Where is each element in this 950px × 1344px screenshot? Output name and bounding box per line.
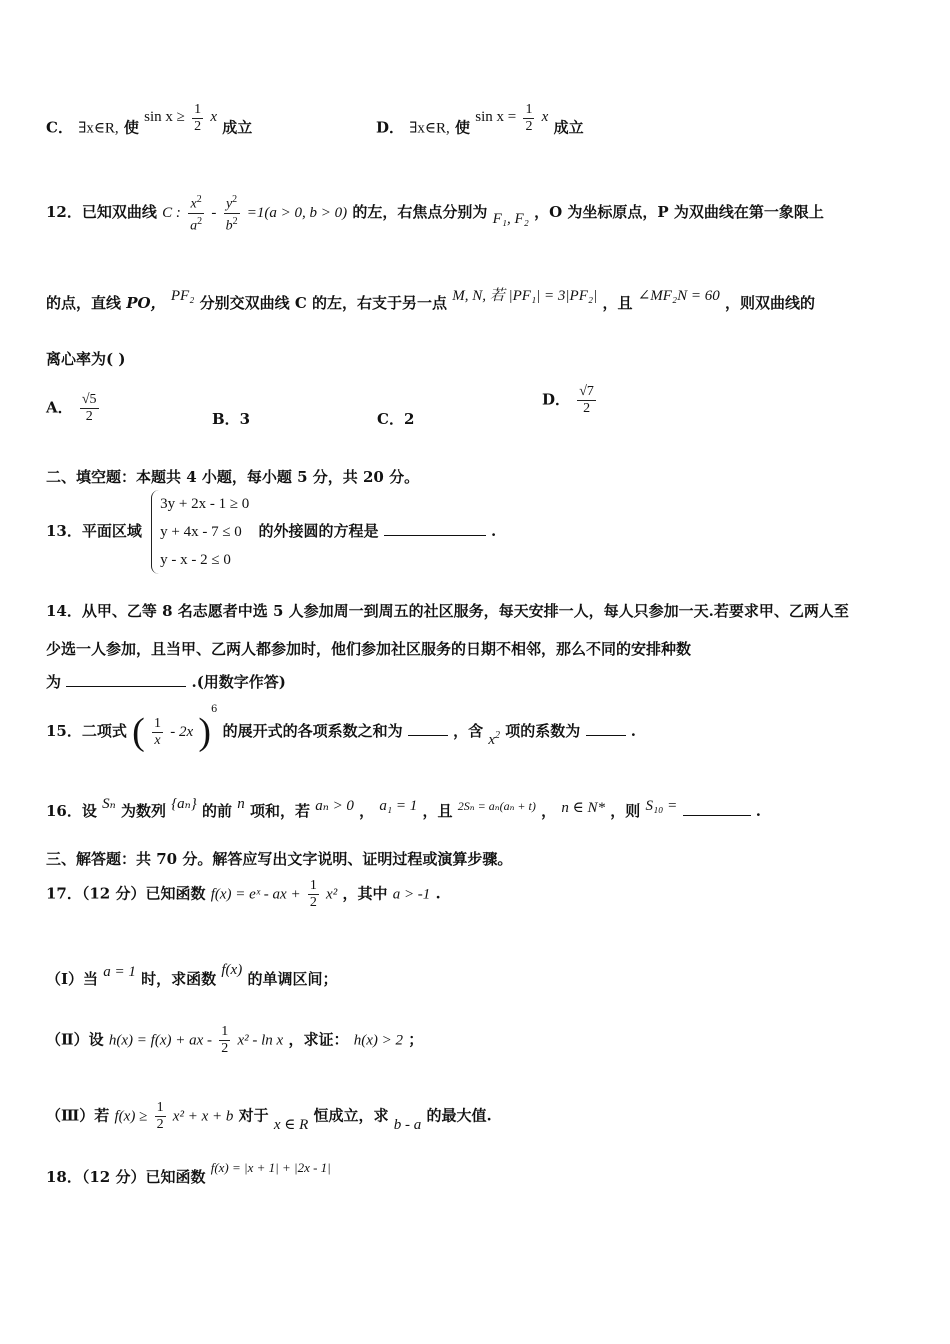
inequality-2: y + 4x - 7 ≤ 0	[160, 524, 242, 540]
math-f: f(x)	[221, 962, 243, 978]
text: 的外接圆的方程是	[258, 522, 379, 540]
q15: 15．二项式 ( $\frac{1}{x}$ - 2x )$^6$ 的展开式的各项系数之和为 ，含 $x^2$ 项的系数为 .	[46, 704, 636, 753]
option-label: C．	[46, 118, 73, 137]
fraction-half: $\frac{1}{2}$	[221, 1024, 229, 1056]
fraction: $\frac{1}{2}$	[525, 102, 533, 134]
fraction-x2-a2: $\frac{x^2}{a^2}$	[190, 194, 203, 234]
text-end: 成立	[222, 118, 253, 137]
answer-blank-2	[586, 721, 626, 736]
text-shi: 使	[123, 118, 139, 137]
math-s10: S₁₀ =	[645, 798, 678, 814]
math-foci: F₁, F₂	[492, 211, 529, 228]
q12-option-b: B．3	[212, 410, 251, 428]
text: 13．平面区域	[46, 522, 142, 540]
math-h: h(x) = f(x) + ax -	[108, 1032, 213, 1049]
math-mn: M, N, 若 |PF₁| = 3|PF₂|	[452, 288, 598, 304]
text-origin: ，O 为坐标原点，P 为双曲线在第一象限上	[534, 203, 824, 222]
q12-stem-start: 12．已知双曲线	[46, 203, 157, 222]
math-x: x	[488, 732, 496, 748]
q12-option-c: C．2	[377, 410, 415, 428]
q17-part3: （Ⅲ）若 f(x) ≥ $\frac{1}{2}$ x² + x + b 对于 x ∈ R 恒成立，求 b - a 的最大值.	[46, 1100, 492, 1133]
q12-options	[46, 392, 101, 425]
q17-stem: 17．（12 分）已知函数 f(x) = eˣ - ax + $\frac{1}{2}$ x² ，其中 a > -1 .	[46, 878, 441, 910]
math-exists: ∃x∈R,	[78, 120, 119, 137]
text: ，且	[602, 294, 633, 312]
q13: 13．平面区域 3y + 2x - 1 ≥ 0 y + 4x - 7 ≤ 0 y - x - 2 ≤ 0 的外接圆的方程是 .	[46, 490, 496, 574]
answer-blank	[66, 672, 186, 687]
math-xr: x ∈ R	[273, 1116, 309, 1133]
math-exists: ∃x∈R,	[409, 120, 450, 137]
math-tail: x² - ln x	[237, 1032, 284, 1049]
q17-part2: （Ⅱ）设 h(x) = f(x) + ax - $\frac{1}{2}$ x² - ln x ，求证： h(x) > 2 ；	[46, 1024, 424, 1056]
math-sin: sin x ≥	[144, 108, 185, 125]
q11-option-d	[376, 102, 584, 145]
math-cond2: a₁ = 1	[379, 798, 418, 814]
math-cond: a > -1	[392, 886, 431, 903]
q12-line1: 12．已知双曲线 C : $\frac{x^2}{a^2}$ - $\frac{y^2}{b^2}$ =1(a > 0, b > 0) 的左，右焦点分别为 F₁, F₂ ，O 为坐标原点，P 为双曲线在第一象限上	[46, 194, 824, 234]
fraction-y2-b2: $\frac{y^2}{b^2}$	[225, 194, 238, 234]
option-label: D．	[376, 118, 405, 137]
answer-blank	[683, 801, 751, 816]
math-tail: x² + x + b	[172, 1108, 234, 1125]
math-cond3: 2Sₙ = aₙ(aₙ + t)	[457, 799, 536, 813]
option-a-label: A．	[46, 398, 73, 417]
math-ineq: h(x) > 2	[353, 1032, 403, 1049]
q11-option-c	[46, 102, 253, 145]
math-sin: sin x =	[475, 108, 517, 125]
text: ，则双曲线的	[725, 294, 816, 312]
text-end: 成立	[553, 118, 584, 137]
text: 分别交双曲线 C 的左，右支于另一点	[199, 294, 448, 312]
math-fx: f(x) = eˣ - ax +	[210, 886, 301, 903]
fraction: $\frac{1}{2}$	[194, 102, 202, 134]
q14-line3: 为 .(用数字作答)	[46, 673, 286, 691]
math-c: C :	[162, 205, 181, 222]
math-x: x	[541, 108, 549, 125]
inequality-system	[151, 490, 249, 574]
text: 离心率为( )	[46, 350, 126, 368]
q16: 16．设 Sₙ 为数列 {aₙ} 的前 n 项和，若 aₙ > 0 ， a₁ = 1 ，且 $^{2S_n = a_n(a_n + t)}$ ， n ∈ N* ，则 S₁₀ = .	[46, 796, 761, 820]
inequality-3: y - x - 2 ≤ 0	[160, 552, 231, 568]
answer-blank	[384, 521, 486, 536]
math-cond1: aₙ > 0	[315, 798, 354, 814]
math-angle: ∠MF₂N = 60	[637, 288, 720, 304]
exponent: 6	[211, 704, 218, 715]
math-pf2: PF₂	[170, 288, 195, 304]
section-3-heading: 三、解答题：共 70 分。解答应写出文字说明、证明过程或演算步骤。	[46, 850, 513, 868]
math-n: n	[237, 796, 245, 812]
q12-option-d	[542, 384, 598, 417]
math-f: f(x) ≥	[114, 1108, 148, 1125]
math-ba: b - a	[393, 1116, 422, 1133]
math-condition: =1(a > 0, b > 0)	[246, 205, 348, 222]
math-term: - 2x	[170, 724, 194, 740]
math-a: a = 1	[103, 964, 136, 980]
section-2-heading: 二、填空题：本题共 4 小题，每小题 5 分，共 20 分。	[46, 468, 420, 486]
text-shi: 使	[454, 118, 470, 137]
option-d-label: D．	[542, 390, 571, 409]
math-cond4: n ∈ N*	[561, 800, 605, 816]
option-a-fraction: $\frac{√5}{2}$	[81, 392, 97, 424]
q14-line2: 少选一人参加，且当甲、乙两人都参加时，他们参加社区服务的日期不相邻，那么不同的安排种数	[46, 640, 692, 658]
math-x: x	[210, 108, 218, 125]
math-seq: {aₙ}	[171, 796, 197, 812]
math-po: PO，	[126, 294, 166, 312]
inequality-1: 3y + 2x - 1 ≥ 0	[160, 496, 250, 512]
q14-line1: 14．从甲、乙等 8 名志愿者中选 5 人参加周一到周五的社区服务，每天安排一人，每人只参加一天.若要求甲、乙两人至	[46, 602, 849, 620]
q12-line3	[46, 348, 125, 369]
q12-line2	[46, 288, 816, 313]
q17-part1: （Ⅰ）当 a = 1 时，求函数 f(x) 的单调区间；	[46, 962, 338, 988]
text: 的点，直线	[46, 294, 122, 312]
fraction-1-x: $\frac{1}{x}$	[154, 715, 161, 748]
math-fx: f(x) = |x + 1| + |2x - 1|	[210, 1160, 331, 1175]
answer-blank-1	[408, 721, 448, 736]
text-foci-label: 的左，右焦点分别为	[352, 203, 488, 222]
fraction-half: $\frac{1}{2}$	[156, 1100, 164, 1132]
option-d-fraction: $\frac{√7}{2}$	[579, 384, 594, 416]
fraction-half: $\frac{1}{2}$	[309, 878, 317, 910]
math-x2: x²	[326, 886, 338, 903]
math-sn: Sₙ	[102, 796, 116, 812]
q18-stem: 18．（12 分）已知函数 f(x) = |x + 1| + |2x - 1|	[46, 1160, 331, 1186]
